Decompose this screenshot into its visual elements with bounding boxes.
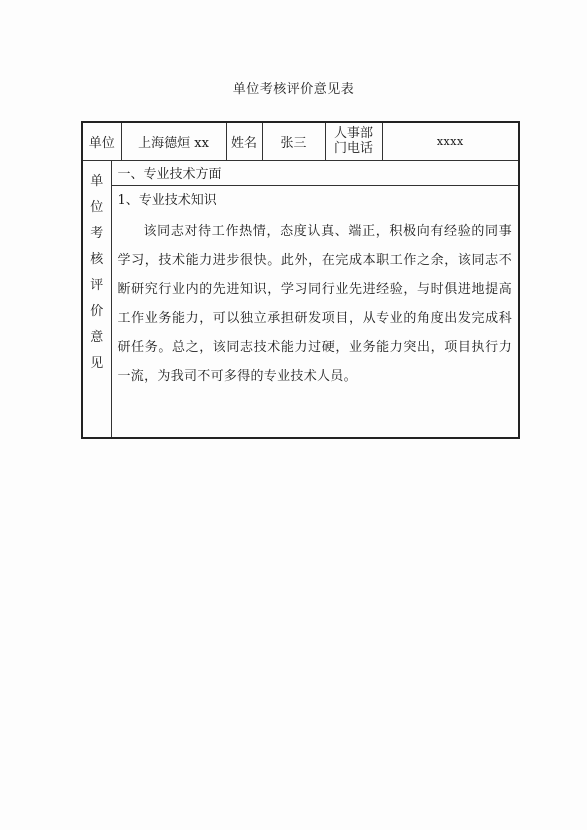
header-row	[82, 122, 519, 160]
unit-label: 单位	[82, 122, 121, 160]
section-heading-row	[82, 160, 519, 185]
section-content	[111, 185, 519, 438]
side-label-char: 位	[90, 199, 104, 215]
section-heading: 一、专业技术方面	[111, 160, 519, 185]
name-value: 张三	[262, 122, 325, 160]
side-label-char: 意	[90, 329, 104, 345]
side-label-char: 单	[90, 173, 104, 189]
side-label-char: 价	[90, 303, 104, 319]
page-title: 单位考核评价意见表	[232, 82, 355, 97]
unit-value: 上海德烜 xx	[121, 122, 226, 160]
side-label-char: 评	[90, 277, 104, 293]
hr-phone-label-line2: 门电话	[334, 141, 374, 157]
side-label-char: 核	[90, 251, 104, 267]
evaluation-paragraph: 该同志对待工作热情，态度认真、端正，积极向有经验的同事学习，技术能力进步很快。此外，在完成本职工作之余，该同志不断研究行业内的先进知识，学习同行业先进经验，与时俱进地提高工作业务能力，可以独立承担研发项目，从专业的角度出发完成科研任务。总之，该同志技术能力过硬，业务能力突出，项目执行力一流，为我司不可多得的专业技术人员。	[117, 223, 513, 384]
side-label-char: 考	[90, 225, 104, 241]
hr-phone-label	[325, 122, 382, 160]
side-label-char: 见	[90, 355, 104, 371]
hr-phone-value: xxxx	[382, 122, 519, 160]
section-content-row	[82, 185, 519, 438]
evaluation-form-table	[81, 121, 520, 439]
hr-phone-label-line1: 人事部	[334, 126, 374, 142]
name-label: 姓名	[226, 122, 262, 160]
section-subheading: 1、专业技术知识	[117, 192, 217, 208]
side-label	[82, 160, 111, 438]
